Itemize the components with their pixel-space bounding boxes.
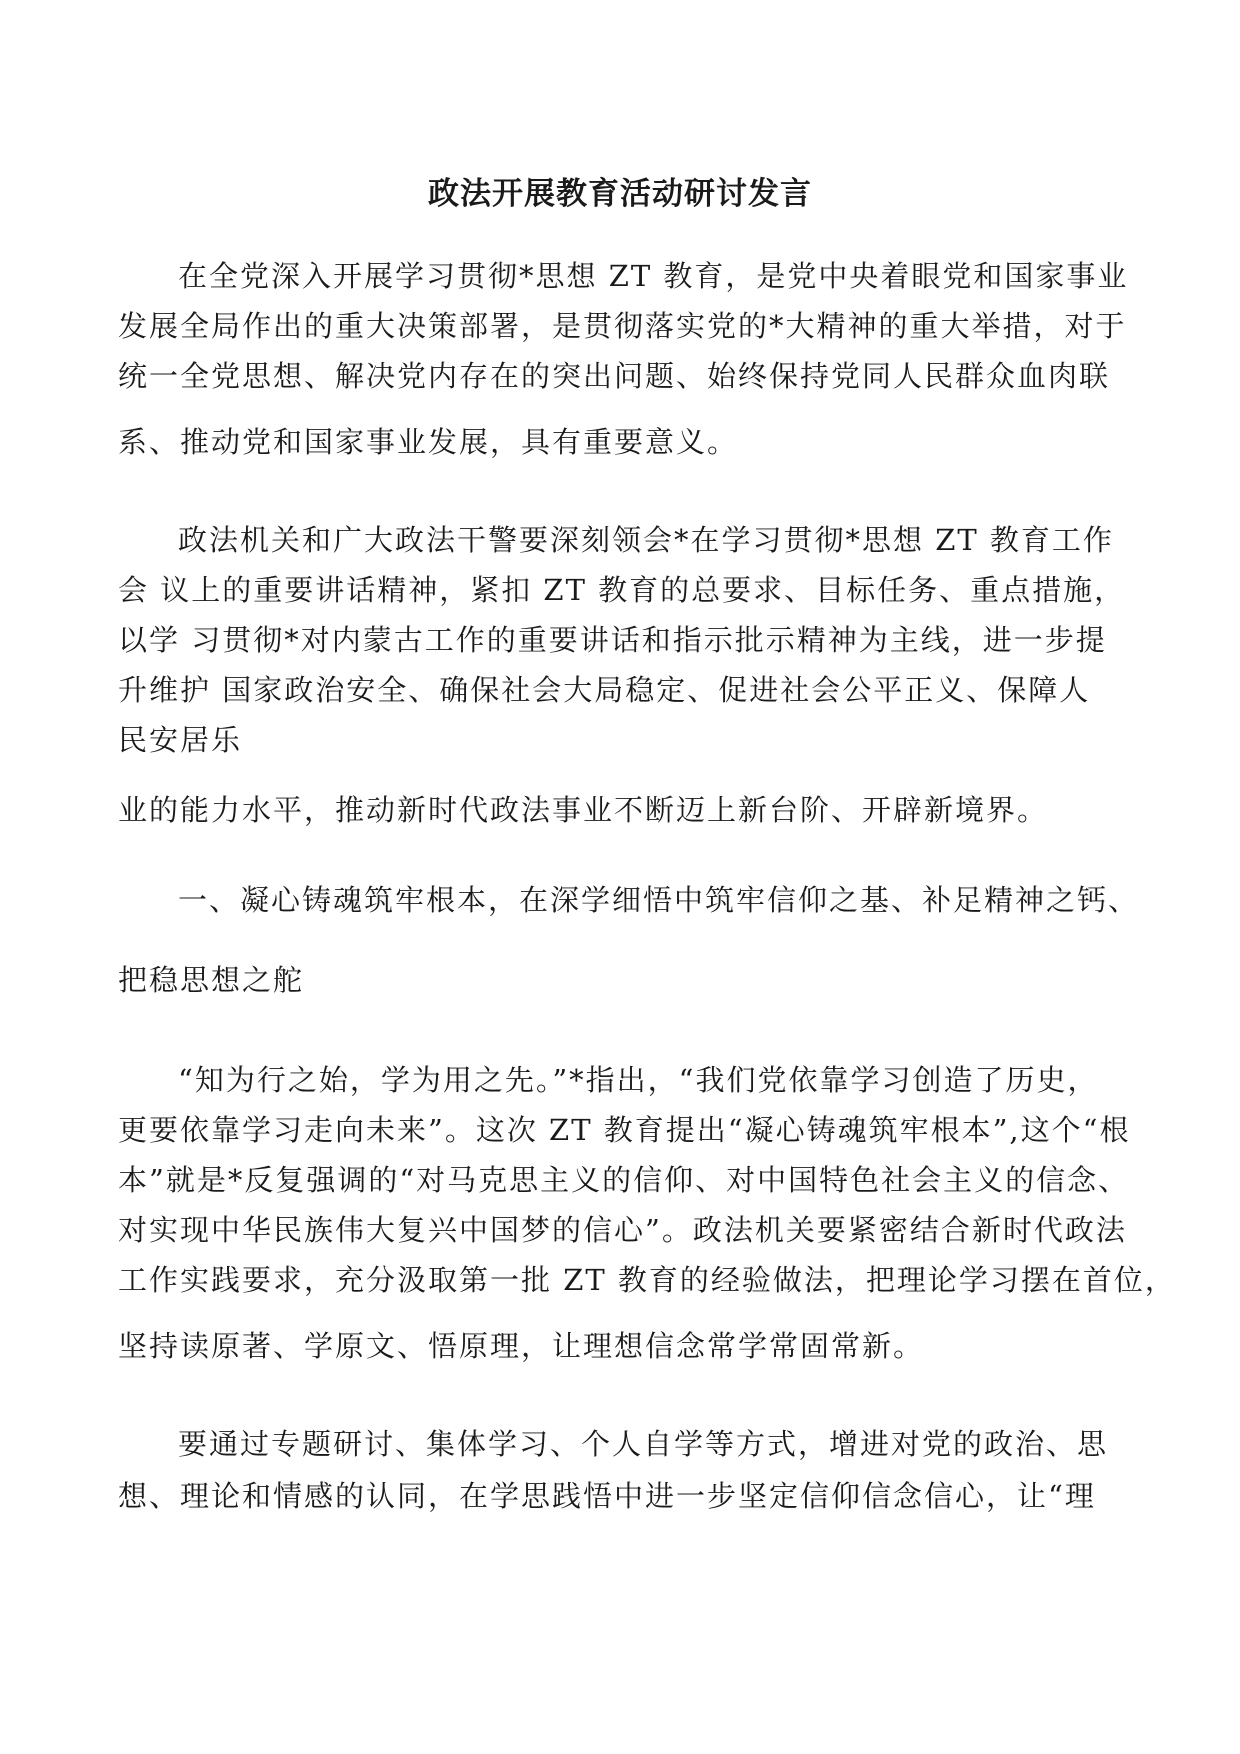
- text-line: 工作实践要求，充分汲取第一批 ZT 教育的经验做法，把理论学习摆在首位，: [118, 1263, 1176, 1297]
- page-title: 政法开展教育活动研讨发言: [428, 176, 812, 212]
- text-line: 本”就是*反复强调的“对马克思主义的信仰、对中国特色社会主义的信念、: [118, 1163, 1130, 1197]
- text-line: 升维护 国家政治安全、确保社会大局稳定、促进社会公平正义、保障人: [118, 673, 1091, 707]
- text-line: 更要依靠学习走向未来”。这次 ZT 教育提出“凝心铸魂筑牢根本”,这个“根: [118, 1113, 1131, 1147]
- text-line: 想、理论和情感的认同，在学思践悟中进一步坚定信仰信念信心，让“理: [118, 1479, 1096, 1513]
- text-line: 要通过专题研讨、集体学习、个人自学等方式，增进对党的政治、思: [178, 1427, 1109, 1461]
- text-line: 发展全局作出的重大决策部署，是贯彻落实党的*大精神的重大举措，对于: [118, 309, 1127, 343]
- text-line: 在全党深入开展学习贯彻*思想 ZT 教育，是党中央着眼党和国家事业: [178, 259, 1129, 293]
- text-line: 民安居乐: [118, 723, 243, 757]
- text-line: 会 议上的重要讲话精神，紧扣 ZT 教育的总要求、目标任务、重点措施，: [118, 573, 1126, 607]
- text-line: 坚持读原著、学原文、悟原理，让理想信念常学常固常新。: [118, 1329, 925, 1363]
- section-heading-line: 把稳思想之舵: [118, 963, 305, 997]
- text-line: 对实现中华民族伟大复兴中国梦的信心”。政法机关要紧密结合新时代政法: [118, 1213, 1127, 1247]
- text-line: 政法机关和广大政法干警要深刻领会*在学习贯彻*思想 ZT 教育工作: [178, 523, 1114, 557]
- text-line: 业的能力水平，推动新时代政法事业不断迈上新台阶、开辟新境界。: [118, 793, 1049, 827]
- text-line: 以学 习贯彻*对内蒙古工作的重要讲话和指示批示精神为主线，进一步提: [118, 623, 1107, 657]
- text-line: 统一全党思想、解决党内存在的突出问题、始终保持党同人民群众血肉联: [118, 359, 1111, 393]
- text-line: “知为行之始，学为用之先。”*指出，“我们党依靠学习创造了历史，: [178, 1063, 1099, 1097]
- text-line: 系、推动党和国家事业发展，具有重要意义。: [118, 425, 739, 459]
- section-heading-line: 一、凝心铸魂筑牢根本，在深学细悟中筑牢信仰之基、补足精神之钙、: [178, 883, 1140, 917]
